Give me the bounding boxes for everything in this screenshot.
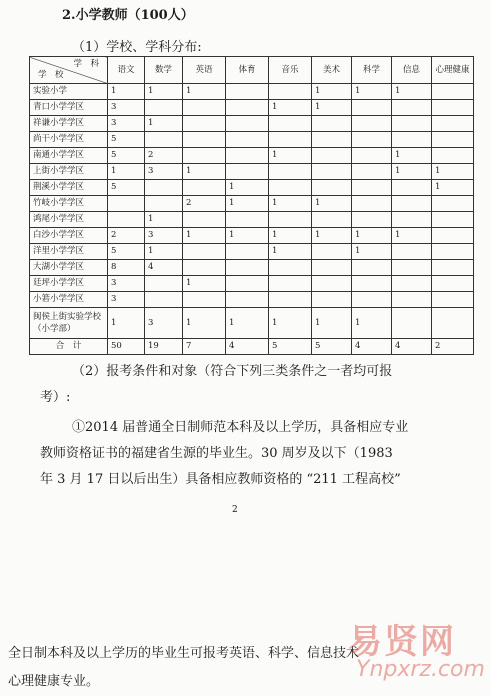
quota-cell: 1 xyxy=(108,308,145,339)
quota-cell xyxy=(392,196,432,212)
quota-cell: 1 xyxy=(312,196,352,212)
quota-cell xyxy=(145,276,183,292)
quota-cell xyxy=(145,132,183,148)
school-name-cell: 实验小学 xyxy=(30,84,108,100)
quota-cell xyxy=(392,260,432,276)
total-cell: 5 xyxy=(269,339,312,355)
subject-header-0: 语文 xyxy=(108,57,145,84)
quota-cell: 1 xyxy=(312,100,352,116)
subject-header-6: 科学 xyxy=(352,57,392,84)
quota-cell: 1 xyxy=(183,84,226,100)
table-row xyxy=(30,196,474,212)
subject-header-7: 信息 xyxy=(392,57,432,84)
quota-cell xyxy=(183,116,226,132)
quota-cell xyxy=(392,180,432,196)
quota-cell xyxy=(312,132,352,148)
school-name-cell: 洋里小学学区 xyxy=(30,244,108,260)
total-cell: 7 xyxy=(183,339,226,355)
quota-cell: 1 xyxy=(183,228,226,244)
quota-cell: 1 xyxy=(269,196,312,212)
subject-header-1: 数学 xyxy=(145,57,183,84)
quota-cell xyxy=(352,100,392,116)
quota-cell xyxy=(352,260,392,276)
quota-cell xyxy=(352,196,392,212)
quota-cell xyxy=(352,212,392,228)
quota-cell xyxy=(269,212,312,228)
paragraph-next-page-line-2: 心理健康专业。 xyxy=(8,674,100,689)
quota-cell xyxy=(183,212,226,228)
quota-cell: 1 xyxy=(269,228,312,244)
quota-cell xyxy=(183,292,226,308)
subject-header-2: 英语 xyxy=(183,57,226,84)
quota-cell: 1 xyxy=(269,100,312,116)
subject-header-3: 体育 xyxy=(226,57,269,84)
subject-header-5: 美术 xyxy=(312,57,352,84)
quota-cell: 1 xyxy=(432,180,474,196)
quota-cell xyxy=(269,180,312,196)
quota-cell xyxy=(269,292,312,308)
quota-cell xyxy=(269,132,312,148)
school-name-cell: 白沙小学学区 xyxy=(30,228,108,244)
quota-cell xyxy=(432,228,474,244)
quota-cell: 5 xyxy=(108,180,145,196)
quota-cell xyxy=(392,116,432,132)
quota-cell xyxy=(226,164,269,180)
quota-cell xyxy=(145,100,183,116)
table-row xyxy=(30,148,474,164)
quota-cell xyxy=(226,244,269,260)
quota-cell xyxy=(312,292,352,308)
quota-cell xyxy=(432,196,474,212)
quota-cell xyxy=(226,212,269,228)
quota-cell xyxy=(108,212,145,228)
corner-school-label: 学 校 xyxy=(38,70,64,80)
school-name-cell: 小箬小学学区 xyxy=(30,292,108,308)
school-name-cell: 大湖小学学区 xyxy=(30,260,108,276)
quota-cell xyxy=(269,84,312,100)
quota-cell: 3 xyxy=(145,164,183,180)
quota-cell xyxy=(312,212,352,228)
quota-cell xyxy=(352,164,392,180)
quota-cell xyxy=(312,244,352,260)
quota-cell: 1 xyxy=(226,180,269,196)
quota-cell: 3 xyxy=(108,292,145,308)
quota-cell: 1 xyxy=(269,308,312,339)
quota-cell: 1 xyxy=(269,148,312,164)
total-cell: 2 xyxy=(432,339,474,355)
total-cell: 50 xyxy=(108,339,145,355)
quota-cell xyxy=(108,196,145,212)
quota-cell xyxy=(392,292,432,308)
section-title: 2.小学教师（100人） xyxy=(62,8,194,23)
quota-cell xyxy=(312,260,352,276)
quota-cell xyxy=(183,180,226,196)
quota-cell xyxy=(269,116,312,132)
quota-cell xyxy=(392,212,432,228)
quota-cell: 3 xyxy=(108,100,145,116)
quota-cell: 1 xyxy=(145,84,183,100)
quota-cell xyxy=(432,308,474,339)
quota-cell: 1 xyxy=(108,84,145,100)
watermark-url-text: Ynpxrz.com xyxy=(356,657,485,682)
table-row xyxy=(30,116,474,132)
quota-cell xyxy=(432,116,474,132)
quota-cell: 1 xyxy=(183,164,226,180)
quota-cell xyxy=(269,260,312,276)
quota-cell: 1 xyxy=(392,84,432,100)
quota-cell: 5 xyxy=(108,244,145,260)
sub-title: （1）学校、学科分布: xyxy=(72,40,202,55)
total-cell: 19 xyxy=(145,339,183,355)
school-name-cell: 竹岐小学学区 xyxy=(30,196,108,212)
quota-cell: 1 xyxy=(352,228,392,244)
quota-cell: 1 xyxy=(226,196,269,212)
quota-cell xyxy=(352,276,392,292)
quota-cell: 2 xyxy=(183,196,226,212)
quota-cell: 1 xyxy=(352,308,392,339)
quota-cell: 1 xyxy=(226,228,269,244)
total-cell: 4 xyxy=(352,339,392,355)
quota-cell xyxy=(392,308,432,339)
quota-cell xyxy=(269,276,312,292)
table-row xyxy=(30,308,474,339)
table-row xyxy=(30,84,474,100)
school-name-cell: 鸿尾小学学区 xyxy=(30,212,108,228)
quota-cell: 1 xyxy=(226,308,269,339)
quota-cell xyxy=(312,180,352,196)
quota-cell xyxy=(312,276,352,292)
quota-cell xyxy=(392,100,432,116)
paragraph-conditions-line-2: 考）: xyxy=(40,390,71,405)
quota-cell xyxy=(432,84,474,100)
quota-cell xyxy=(145,196,183,212)
quota-cell xyxy=(352,132,392,148)
quota-cell xyxy=(432,212,474,228)
quota-cell xyxy=(183,244,226,260)
quota-cell xyxy=(352,292,392,308)
school-name-cell: 祥谦小学学区 xyxy=(30,116,108,132)
table-row xyxy=(30,164,474,180)
site-watermark xyxy=(348,614,485,682)
quota-cell: 4 xyxy=(145,260,183,276)
quota-cell: 1 xyxy=(312,228,352,244)
school-name-cell: 廷坪小学学区 xyxy=(30,276,108,292)
quota-cell: 1 xyxy=(145,244,183,260)
table-row xyxy=(30,228,474,244)
quota-cell xyxy=(432,244,474,260)
quota-cell: 1 xyxy=(432,164,474,180)
school-name-cell: 青口小学学区 xyxy=(30,100,108,116)
table-row xyxy=(30,244,474,260)
quota-cell xyxy=(183,148,226,164)
quota-cell: 1 xyxy=(392,164,432,180)
corner-header-cell xyxy=(30,57,108,84)
paragraph-conditions-line-1: （2）报考条件和对象（符合下列三类条件之一者均可报 xyxy=(72,364,393,379)
quota-cell: 1 xyxy=(183,276,226,292)
quota-cell: 1 xyxy=(269,244,312,260)
quota-cell xyxy=(432,292,474,308)
quota-cell xyxy=(226,84,269,100)
quota-cell xyxy=(226,276,269,292)
quota-cell xyxy=(269,164,312,180)
quota-cell: 2 xyxy=(145,148,183,164)
quota-cell xyxy=(352,116,392,132)
quota-cell xyxy=(352,148,392,164)
quota-cell xyxy=(352,180,392,196)
page-number: 2 xyxy=(232,505,238,515)
school-name-cell: 闽侯上街实验学校（小学部） xyxy=(30,308,108,339)
paragraph-condition-1-line-3: 年 3 月 17 日以后出生）具备相应教师资格的 “211 工程高校” xyxy=(40,472,401,487)
quota-cell xyxy=(183,100,226,116)
total-cell: 4 xyxy=(392,339,432,355)
table-row xyxy=(30,100,474,116)
quota-cell: 3 xyxy=(145,228,183,244)
school-name-cell: 上街小学学区 xyxy=(30,164,108,180)
quota-cell xyxy=(432,100,474,116)
quota-cell xyxy=(145,292,183,308)
quota-cell: 1 xyxy=(392,148,432,164)
subject-header-4: 音乐 xyxy=(269,57,312,84)
quota-cell: 1 xyxy=(352,244,392,260)
quota-cell xyxy=(392,244,432,260)
paragraph-condition-1-line-1: ①2014 届普通全日制师范本科及以上学历，具备相应专业 xyxy=(72,420,409,435)
quota-cell: 1 xyxy=(312,84,352,100)
quota-cell: 1 xyxy=(108,164,145,180)
quota-cell xyxy=(226,132,269,148)
table-total-row xyxy=(30,339,474,355)
table-row xyxy=(30,292,474,308)
quota-cell: 3 xyxy=(145,308,183,339)
quota-cell xyxy=(392,132,432,148)
quota-cell: 1 xyxy=(145,212,183,228)
quota-cell xyxy=(312,164,352,180)
quota-cell: 2 xyxy=(108,228,145,244)
table-row xyxy=(30,180,474,196)
quota-cell xyxy=(392,276,432,292)
quota-cell: 3 xyxy=(108,276,145,292)
quota-cell: 5 xyxy=(108,132,145,148)
quota-cell xyxy=(432,276,474,292)
table-row xyxy=(30,276,474,292)
quota-cell: 3 xyxy=(108,116,145,132)
quota-cell xyxy=(226,292,269,308)
total-cell: 5 xyxy=(312,339,352,355)
quota-cell xyxy=(432,132,474,148)
quota-cell xyxy=(432,260,474,276)
watermark-chinese-text: 易贤网 xyxy=(348,622,456,662)
school-name-cell: 南通小学学区 xyxy=(30,148,108,164)
paragraph-next-page-line-1: 全日制本科及以上学历的毕业生可报考英语、科学、信息技术 xyxy=(8,646,360,661)
quota-cell xyxy=(145,180,183,196)
quota-cell: 8 xyxy=(108,260,145,276)
total-cell: 4 xyxy=(226,339,269,355)
quota-cell xyxy=(183,260,226,276)
table-row xyxy=(30,132,474,148)
subject-header-8: 心理健康 xyxy=(432,57,474,84)
quota-cell xyxy=(226,116,269,132)
quota-cell: 1 xyxy=(392,228,432,244)
table-row xyxy=(30,212,474,228)
quota-cell xyxy=(226,260,269,276)
quota-cell: 1 xyxy=(352,84,392,100)
quota-cell xyxy=(183,132,226,148)
paragraph-condition-1-line-2: 教师资格证书的福建省生源的毕业生。30 周岁及以下（1983 xyxy=(40,446,393,461)
quota-cell: 5 xyxy=(108,148,145,164)
quota-cell: 1 xyxy=(183,308,226,339)
corner-subject-label: 学 科 xyxy=(73,59,99,69)
table-row xyxy=(30,260,474,276)
school-name-cell: 尚干小学学区 xyxy=(30,132,108,148)
school-name-cell: 荆溪小学学区 xyxy=(30,180,108,196)
quota-cell: 1 xyxy=(312,308,352,339)
total-label-cell: 合 计 xyxy=(30,339,108,355)
quota-cell xyxy=(226,148,269,164)
table-header-row xyxy=(30,57,474,84)
quota-cell xyxy=(432,148,474,164)
quota-cell xyxy=(312,148,352,164)
allocation-table xyxy=(29,56,474,355)
quota-cell xyxy=(226,100,269,116)
quota-cell: 1 xyxy=(145,116,183,132)
quota-cell xyxy=(312,116,352,132)
